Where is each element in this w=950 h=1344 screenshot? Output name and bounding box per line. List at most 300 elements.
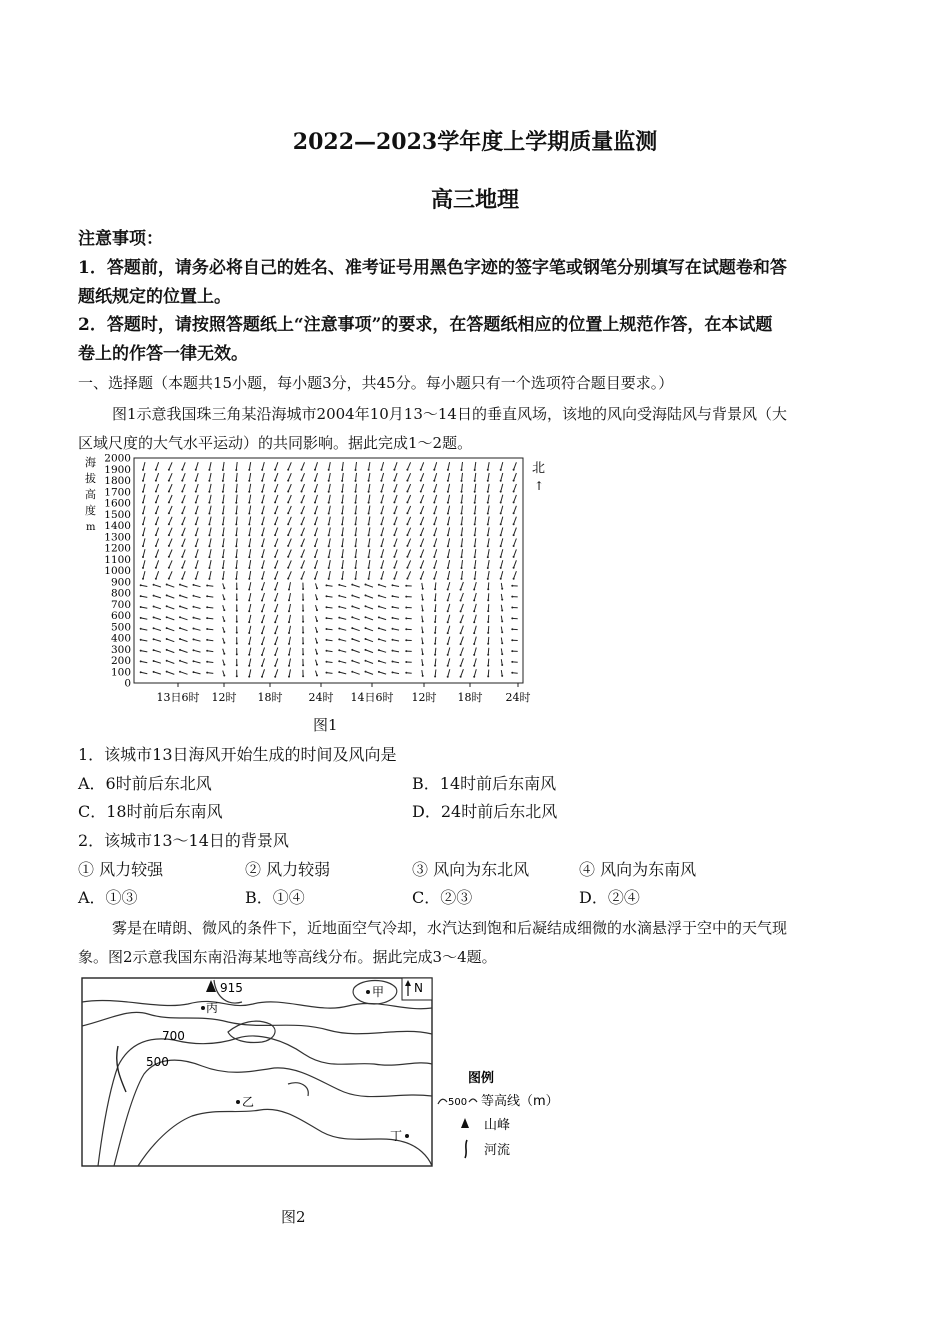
page-subtitle: 高三地理 bbox=[430, 187, 519, 213]
wind-vector bbox=[262, 615, 265, 623]
wind-vector bbox=[196, 484, 198, 492]
wind-vector bbox=[379, 617, 386, 619]
q1-option-a[interactable]: A．6时前后东北风 bbox=[78, 774, 212, 793]
wind-vector bbox=[462, 473, 463, 481]
q1-stem: 1．该城市13日海风开始生成的时间及风向是 bbox=[78, 745, 397, 764]
wind-vector bbox=[435, 593, 436, 600]
wind-vector-head bbox=[380, 512, 382, 514]
wind-vector bbox=[154, 661, 161, 663]
wind-vector bbox=[167, 617, 175, 620]
wind-vector bbox=[369, 517, 370, 525]
wind-vector-head bbox=[261, 556, 263, 558]
wind-vector-head bbox=[511, 639, 513, 641]
wind-vector-head bbox=[420, 501, 422, 503]
wind-vector bbox=[196, 517, 198, 525]
wind-vector bbox=[262, 528, 264, 536]
wind-vector-head bbox=[316, 664, 318, 666]
wind-vector-head bbox=[447, 589, 449, 591]
wind-vector-head bbox=[314, 556, 316, 558]
wind-vector bbox=[435, 659, 436, 666]
wind-vector-head bbox=[288, 665, 290, 667]
wind-vector bbox=[474, 626, 476, 633]
wind-vector bbox=[407, 484, 410, 491]
wind-vector bbox=[275, 637, 278, 645]
wind-vector-head bbox=[314, 534, 316, 536]
wind-vector-head bbox=[393, 567, 395, 569]
wind-vector bbox=[329, 538, 331, 546]
wind-vector-head bbox=[155, 501, 157, 503]
wind-vector-head bbox=[355, 545, 357, 547]
wind-vector-head bbox=[179, 584, 181, 586]
wind-vector-head bbox=[206, 650, 208, 652]
wind-vector-head bbox=[487, 675, 489, 677]
wind-vector-head bbox=[500, 491, 502, 493]
wind-vector bbox=[262, 658, 265, 666]
wind-vector-head bbox=[142, 480, 144, 482]
y-tick-label: 900 bbox=[110, 576, 131, 589]
wind-vector bbox=[369, 560, 370, 568]
wind-vector bbox=[448, 484, 450, 492]
wind-vector-head bbox=[380, 567, 382, 569]
wind-vector bbox=[182, 528, 185, 535]
wind-vector bbox=[143, 560, 145, 568]
wind-vector bbox=[462, 495, 463, 503]
wind-vector-head bbox=[179, 671, 181, 673]
wind-vector bbox=[143, 473, 145, 481]
wind-vector-head bbox=[474, 534, 476, 536]
wind-vector-head bbox=[380, 545, 382, 547]
wind-vector bbox=[488, 593, 489, 600]
wind-vector bbox=[488, 484, 489, 492]
wind-vector bbox=[156, 560, 159, 568]
wind-vector-head bbox=[316, 620, 318, 622]
y-tick-label: 1600 bbox=[104, 497, 131, 510]
wind-vector bbox=[315, 517, 318, 525]
wind-vector bbox=[394, 517, 397, 525]
wind-vector-head bbox=[248, 654, 250, 656]
wind-vector bbox=[275, 539, 278, 547]
wind-vector bbox=[196, 560, 198, 568]
y-tick-label: 1900 bbox=[104, 463, 131, 476]
wind-vector-head bbox=[473, 676, 475, 678]
wind-vector-head bbox=[487, 654, 489, 656]
wind-vector-head bbox=[355, 502, 357, 504]
wind-vector-head bbox=[195, 480, 197, 482]
x-tick-label: 12时 bbox=[211, 691, 237, 704]
wind-vector-head bbox=[288, 621, 290, 623]
wind-vector bbox=[366, 585, 374, 588]
wind-vector bbox=[488, 582, 489, 589]
wind-vector bbox=[342, 527, 343, 535]
wind-vector bbox=[143, 571, 145, 579]
wind-vector bbox=[209, 560, 211, 568]
wind-vector-head bbox=[222, 502, 224, 504]
wind-vector bbox=[302, 539, 305, 546]
wind-vector bbox=[352, 672, 359, 675]
wind-vector-head bbox=[222, 491, 224, 493]
wind-vector-head bbox=[166, 649, 168, 651]
wind-vector bbox=[249, 538, 250, 546]
wind-vector bbox=[249, 615, 251, 622]
wind-vector bbox=[194, 661, 201, 663]
wind-vector-head bbox=[195, 545, 197, 547]
wind-vector-head bbox=[140, 595, 142, 597]
wind-vector bbox=[421, 506, 424, 513]
wind-vector-head bbox=[392, 639, 394, 641]
wind-vector-head bbox=[314, 512, 316, 514]
wind-vector-head bbox=[434, 643, 436, 645]
wind-vector bbox=[329, 517, 331, 525]
wind-vector-head bbox=[501, 610, 503, 612]
wind-vector-head bbox=[261, 610, 263, 612]
wind-vector-head bbox=[140, 650, 142, 652]
wind-vector-head bbox=[179, 605, 181, 607]
wind-vector bbox=[329, 560, 331, 568]
wind-vector-head bbox=[422, 664, 424, 666]
wind-vector-head bbox=[235, 545, 237, 547]
wind-vector bbox=[180, 661, 188, 664]
wind-vector-head bbox=[368, 491, 370, 493]
wind-vector-head bbox=[405, 639, 407, 641]
wind-vector bbox=[194, 650, 201, 652]
y-tick-label: 500 bbox=[110, 621, 131, 634]
q1-option-c[interactable]: C．18时前后东南风 bbox=[78, 802, 223, 821]
wind-vector bbox=[182, 560, 185, 568]
wind-vector-head bbox=[351, 605, 353, 607]
wind-vector bbox=[379, 650, 386, 652]
q2-option-b[interactable]: B．①④ bbox=[245, 888, 305, 907]
wind-vector-head bbox=[368, 567, 370, 569]
wind-vector bbox=[169, 550, 172, 557]
wind-vector bbox=[352, 606, 359, 609]
wind-vector-head bbox=[179, 595, 181, 597]
wind-vector-head bbox=[195, 512, 197, 514]
wind-vector bbox=[448, 571, 450, 579]
wind-vector-head bbox=[447, 480, 449, 482]
wind-vector bbox=[488, 549, 489, 557]
wind-vector bbox=[209, 528, 211, 536]
notice-item-2-line-1: 2．答题时，请按照答题纸上“注意事项”的要求，在答题纸相应的位置上规范作答，在本试题 bbox=[78, 315, 773, 335]
wind-vector bbox=[461, 604, 464, 612]
wind-vector bbox=[421, 495, 424, 502]
wind-vector bbox=[289, 626, 291, 633]
wind-vector bbox=[249, 604, 251, 611]
q1-option-b[interactable]: B．14时前后东南风 bbox=[412, 774, 557, 793]
wind-vector-head bbox=[274, 480, 276, 482]
wind-vector-head bbox=[142, 567, 144, 569]
wind-vector bbox=[448, 528, 450, 536]
wind-vector-head bbox=[380, 578, 382, 580]
wind-vector-head bbox=[140, 606, 142, 608]
wind-vector-head bbox=[461, 491, 463, 493]
wind-vector bbox=[315, 495, 318, 503]
wind-vector bbox=[302, 462, 305, 469]
wind-vector-head bbox=[378, 627, 380, 629]
wind-vector bbox=[329, 571, 331, 579]
wind-vector bbox=[462, 484, 463, 492]
wind-vector bbox=[262, 495, 264, 503]
q2-option-d[interactable]: D．②④ bbox=[579, 888, 640, 907]
wind-vector-head bbox=[447, 523, 449, 525]
wind-vector bbox=[342, 517, 343, 525]
wind-vector-head bbox=[288, 676, 290, 678]
wind-vector bbox=[434, 517, 436, 525]
wind-vector bbox=[434, 560, 436, 568]
wind-vector bbox=[379, 607, 386, 609]
wind-vector-head bbox=[460, 643, 462, 645]
wind-vector bbox=[288, 528, 291, 535]
wind-vector-head bbox=[142, 556, 144, 558]
wind-vector bbox=[180, 585, 188, 588]
wind-vector bbox=[461, 669, 464, 677]
wind-vector-head bbox=[355, 469, 357, 471]
wind-vector-head bbox=[513, 491, 515, 493]
wind-vector-head bbox=[405, 617, 407, 619]
wind-vector-head bbox=[447, 545, 449, 547]
wind-vector-head bbox=[261, 469, 263, 471]
wind-vector-head bbox=[222, 523, 224, 525]
wind-vector-head bbox=[393, 491, 395, 493]
wind-vector-head bbox=[140, 617, 142, 619]
wind-vector bbox=[329, 484, 331, 492]
wind-vector bbox=[156, 539, 159, 547]
wind-vector bbox=[381, 484, 383, 492]
wind-vector bbox=[461, 593, 464, 601]
wind-vector-head bbox=[351, 584, 353, 586]
wind-vector-head bbox=[500, 578, 502, 580]
wind-vector-head bbox=[326, 661, 328, 663]
wind-vector bbox=[194, 596, 201, 598]
wind-vector bbox=[141, 640, 148, 641]
wind-vector bbox=[167, 672, 175, 675]
wind-vector-head bbox=[351, 627, 353, 629]
wind-vector-head bbox=[487, 578, 489, 580]
wind-vector-head bbox=[420, 567, 422, 569]
wind-vector-head bbox=[474, 578, 476, 580]
wind-vector-head bbox=[222, 556, 224, 558]
wind-vector bbox=[435, 582, 436, 589]
wind-vector bbox=[342, 484, 343, 492]
wind-vector bbox=[461, 658, 464, 666]
wind-vector-head bbox=[341, 534, 343, 536]
wind-vector bbox=[394, 484, 397, 492]
wind-vector-head bbox=[380, 480, 382, 482]
wind-vector-head bbox=[301, 523, 303, 525]
wind-vector-head bbox=[500, 512, 502, 514]
wind-vector-head bbox=[153, 584, 155, 586]
wind-vector-head bbox=[142, 545, 144, 547]
wind-vector bbox=[379, 672, 386, 674]
wind-vector bbox=[434, 528, 436, 536]
wind-vector bbox=[302, 517, 305, 524]
wind-vector-head bbox=[433, 469, 435, 471]
wind-vector-head bbox=[288, 654, 290, 656]
wind-vector-head bbox=[351, 616, 353, 618]
point-yi-marker bbox=[236, 1100, 240, 1104]
wind-vector bbox=[194, 639, 201, 641]
wind-vector bbox=[169, 495, 172, 502]
wind-vector bbox=[249, 527, 250, 535]
wind-vector bbox=[488, 560, 489, 568]
wind-vector bbox=[223, 506, 224, 514]
wind-vector-head bbox=[341, 513, 343, 515]
wind-vector bbox=[262, 473, 264, 481]
wind-vector-head bbox=[248, 665, 250, 667]
wind-vector-head bbox=[513, 480, 515, 482]
wind-vector bbox=[501, 506, 503, 514]
y-axis-label-char: 海 bbox=[85, 456, 96, 469]
wind-vector-head bbox=[288, 589, 290, 591]
wind-vector-head bbox=[166, 671, 168, 673]
wind-vector-head bbox=[235, 502, 237, 504]
wind-vector-head bbox=[447, 632, 449, 634]
wind-vector-head bbox=[461, 469, 463, 471]
wind-vector-head bbox=[223, 598, 225, 600]
wind-vector-head bbox=[487, 665, 489, 667]
wind-vector-head bbox=[420, 469, 422, 471]
wind-vector bbox=[369, 473, 370, 481]
wind-vector-head bbox=[168, 567, 170, 569]
wind-vector bbox=[407, 528, 410, 535]
wind-vector-head bbox=[393, 480, 395, 482]
legend-title: 图例 bbox=[468, 1071, 495, 1086]
wind-vector bbox=[223, 462, 224, 470]
wind-vector-head bbox=[235, 491, 237, 493]
wind-vector bbox=[209, 473, 211, 481]
q1-option-d[interactable]: D．24时前后东北风 bbox=[412, 802, 558, 821]
wind-vector-head bbox=[206, 661, 208, 663]
wind-vector bbox=[262, 560, 264, 568]
wind-vector-head bbox=[338, 617, 340, 619]
wind-vector bbox=[366, 628, 374, 631]
wind-vector-head bbox=[166, 638, 168, 640]
wind-vector bbox=[435, 670, 436, 677]
wind-vector-head bbox=[155, 545, 157, 547]
wind-vector-head bbox=[473, 621, 475, 623]
wind-vector-head bbox=[422, 599, 424, 601]
wind-vector-head bbox=[420, 491, 422, 493]
wind-vector bbox=[352, 628, 359, 631]
wind-vector-head bbox=[195, 469, 197, 471]
wind-vector bbox=[329, 473, 331, 481]
wind-vector-head bbox=[328, 513, 330, 515]
wind-vector bbox=[262, 538, 264, 546]
wind-vector-head bbox=[142, 469, 144, 471]
wind-vector bbox=[262, 669, 265, 676]
wind-vector bbox=[143, 462, 145, 470]
wind-vector bbox=[462, 538, 463, 546]
wind-vector-head bbox=[208, 491, 210, 493]
notice-item-1-line-1: 1．答题前，请务必将自己的姓名、准考证号用黑色字迹的签字笔或钢笔分别填写在试题卷和答 bbox=[78, 258, 787, 278]
wind-vector-head bbox=[368, 502, 370, 504]
wind-vector-head bbox=[223, 664, 225, 666]
wind-vector-head bbox=[473, 599, 475, 601]
wind-vector-head bbox=[274, 523, 276, 525]
wind-vector-head bbox=[314, 545, 316, 547]
wind-vector-head bbox=[433, 534, 435, 536]
map-legend bbox=[438, 1070, 559, 1158]
wind-vector bbox=[369, 549, 370, 557]
wind-vector bbox=[288, 462, 291, 469]
wind-vector-head bbox=[326, 584, 328, 586]
wind-vector-head bbox=[261, 589, 263, 591]
wind-vector-head bbox=[287, 512, 289, 514]
q2-option-a[interactable]: A．①③ bbox=[78, 888, 138, 907]
wind-vector-head bbox=[461, 545, 463, 547]
y-axis-label-char: 度 bbox=[85, 504, 96, 517]
place-label-yi: 乙 bbox=[242, 1095, 255, 1109]
wind-vector bbox=[141, 585, 148, 586]
wind-vector bbox=[156, 473, 159, 481]
wind-vector-head bbox=[420, 512, 422, 514]
wind-vector bbox=[488, 604, 489, 611]
wind-vector-head bbox=[248, 534, 250, 536]
wind-vector-head bbox=[406, 512, 408, 514]
q2-option-c[interactable]: C．②③ bbox=[412, 888, 473, 907]
wind-vector-head bbox=[261, 578, 263, 580]
wind-vector-head bbox=[193, 628, 195, 630]
wind-vector bbox=[236, 506, 237, 514]
wind-vector-head bbox=[513, 512, 515, 514]
wind-vector-head bbox=[328, 523, 330, 525]
wind-vector bbox=[169, 473, 172, 480]
wind-vector bbox=[435, 615, 436, 622]
wind-vector bbox=[180, 606, 188, 609]
wind-vector bbox=[339, 618, 346, 620]
wind-vector-head bbox=[326, 672, 328, 674]
wind-vector bbox=[514, 571, 517, 579]
wind-vector-head bbox=[392, 628, 394, 630]
wind-vector-head bbox=[365, 649, 367, 651]
wind-vector-head bbox=[341, 480, 343, 482]
wind-vector bbox=[209, 484, 211, 492]
wind-vector bbox=[275, 604, 278, 612]
wind-vector-head bbox=[487, 480, 489, 482]
wind-vector-head bbox=[181, 491, 183, 493]
wind-vector bbox=[262, 506, 264, 514]
wind-vector bbox=[262, 648, 265, 656]
y-tick-label: 800 bbox=[110, 587, 131, 600]
wind-vector bbox=[475, 517, 476, 525]
wind-vector bbox=[275, 582, 278, 590]
wind-vector bbox=[275, 648, 278, 656]
wind-vector-head bbox=[392, 650, 394, 652]
wind-vector bbox=[275, 626, 278, 634]
wind-vector bbox=[381, 506, 383, 514]
wind-vector-head bbox=[193, 595, 195, 597]
wind-vector bbox=[514, 549, 517, 557]
wind-vector-head bbox=[326, 595, 328, 597]
wind-vector bbox=[448, 604, 450, 611]
wind-vector-head bbox=[274, 545, 276, 547]
wind-vector-head bbox=[473, 654, 475, 656]
wind-vector-head bbox=[513, 578, 515, 580]
wind-vector bbox=[249, 462, 250, 470]
notice-item-1-line-2: 题纸规定的位置上。 bbox=[78, 287, 231, 307]
wind-vector bbox=[356, 571, 357, 579]
wind-vector bbox=[275, 517, 278, 525]
wind-vector-head bbox=[195, 534, 197, 536]
wind-vector-head bbox=[434, 599, 436, 601]
x-tick-label: 24时 bbox=[505, 691, 531, 704]
wind-vector-head bbox=[355, 567, 357, 569]
wind-vector-head bbox=[166, 594, 168, 596]
wind-vector-head bbox=[223, 653, 225, 655]
wind-vector bbox=[461, 615, 464, 623]
wind-vector bbox=[488, 571, 489, 579]
wind-vector bbox=[369, 495, 370, 503]
wind-vector bbox=[289, 637, 291, 644]
